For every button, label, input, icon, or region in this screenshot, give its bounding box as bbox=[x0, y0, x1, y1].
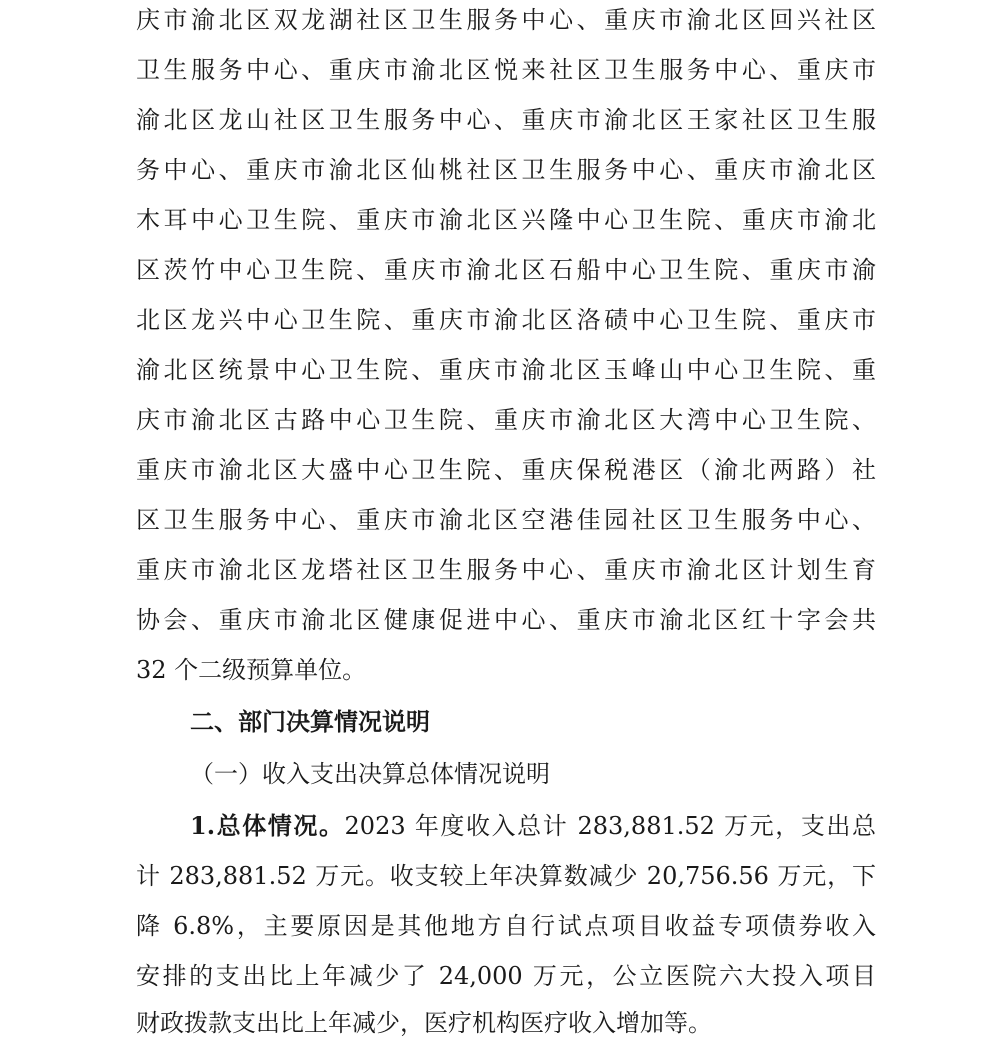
paragraph-text: 2023 年度收入总计 283,881.52 万元，支出总 bbox=[344, 812, 876, 840]
paragraph-line: 重庆市渝北区龙塔社区卫生服务中心、重庆市渝北区计划生育 bbox=[136, 556, 876, 584]
paragraph-line: 区茨竹中心卫生院、重庆市渝北区石船中心卫生院、重庆市渝 bbox=[136, 256, 876, 284]
section-heading: 二、部门决算情况说明 bbox=[190, 708, 430, 736]
paragraph-line: 庆市渝北区双龙湖社区卫生服务中心、重庆市渝北区回兴社区 bbox=[136, 6, 876, 34]
paragraph-line: 北区龙兴中心卫生院、重庆市渝北区洛碛中心卫生院、重庆市 bbox=[136, 306, 876, 334]
paragraph-line: 渝北区统景中心卫生院、重庆市渝北区玉峰山中心卫生院、重 bbox=[136, 356, 876, 384]
paragraph-line: 卫生服务中心、重庆市渝北区悦来社区卫生服务中心、重庆市 bbox=[136, 56, 876, 84]
paragraph-lead: 1.总体情况。 bbox=[190, 811, 345, 840]
paragraph-line: 财政拨款支出比上年减少，医疗机构医疗收入增加等。 bbox=[136, 1009, 712, 1037]
paragraph-line: 计 283,881.52 万元。收支较上年决算数减少 20,756.56 万元，下 bbox=[136, 862, 876, 890]
paragraph-line: 务中心、重庆市渝北区仙桃社区卫生服务中心、重庆市渝北区 bbox=[136, 156, 876, 184]
paragraph-line: 安排的支出比上年减少了 24,000 万元，公立医院六大投入项目 bbox=[136, 962, 876, 990]
paragraph-line: 降 6.8%，主要原因是其他地方自行试点项目收益专项债券收入 bbox=[136, 912, 876, 940]
paragraph-line: 木耳中心卫生院、重庆市渝北区兴隆中心卫生院、重庆市渝北 bbox=[136, 206, 876, 234]
paragraph-line: 渝北区龙山社区卫生服务中心、重庆市渝北区王家社区卫生服 bbox=[136, 106, 876, 134]
paragraph-line: 庆市渝北区古路中心卫生院、重庆市渝北区大湾中心卫生院、 bbox=[136, 406, 876, 434]
paragraph-line: 协会、重庆市渝北区健康促进中心、重庆市渝北区红十字会共 bbox=[136, 606, 876, 634]
paragraph-line: 区卫生服务中心、重庆市渝北区空港佳园社区卫生服务中心、 bbox=[136, 506, 876, 534]
paragraph-line: 32 个二级预算单位。 bbox=[136, 656, 367, 684]
paragraph-line: 重庆市渝北区大盛中心卫生院、重庆保税港区（渝北两路）社 bbox=[136, 456, 876, 484]
paragraph-first-line bbox=[190, 806, 876, 846]
subsection-heading: （一）收入支出决算总体情况说明 bbox=[190, 760, 550, 788]
